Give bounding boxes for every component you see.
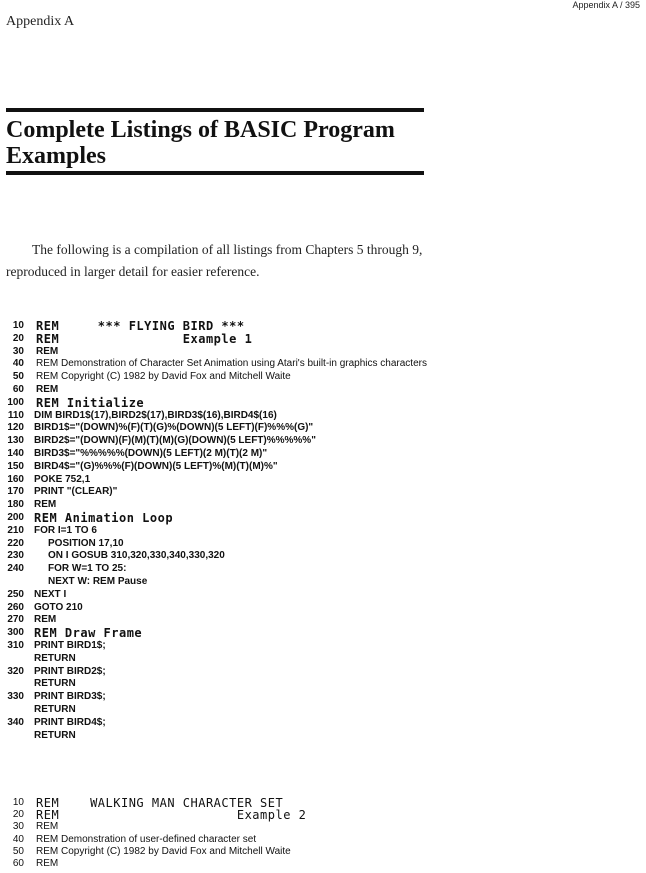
code-line xyxy=(0,410,600,423)
code-text: REM xyxy=(36,857,59,869)
code-text: REM WALKING MAN CHARACTER SET xyxy=(36,796,284,810)
code-line xyxy=(0,809,600,821)
line-number: 200 xyxy=(7,511,24,523)
code-text: POSITION 17,10 xyxy=(48,537,124,549)
line-number: 30 xyxy=(12,345,24,357)
code-text: REM Example 2 xyxy=(36,808,307,823)
line-number: 170 xyxy=(7,486,24,498)
code-text: REM Draw Frame xyxy=(34,626,143,641)
line-number: 140 xyxy=(7,447,24,459)
code-line xyxy=(0,730,600,743)
code-text: REM xyxy=(34,614,57,626)
line-number: 60 xyxy=(12,857,24,869)
code-line xyxy=(0,563,600,576)
line-number: 260 xyxy=(7,601,24,613)
code-line xyxy=(0,821,600,833)
line-number: 50 xyxy=(12,845,24,857)
code-text: REM Initialize xyxy=(36,395,145,410)
line-number: 110 xyxy=(7,409,24,421)
code-line xyxy=(0,422,600,435)
code-text: REM Copyright (C) 1982 by David Fox and Mitchell Waite xyxy=(36,371,291,383)
line-number: 180 xyxy=(7,499,24,511)
code-text: FOR I=1 TO 6 xyxy=(34,524,97,536)
chapter-title: Complete Listings of BASIC Program Examples xyxy=(6,117,395,169)
code-line xyxy=(0,550,600,563)
line-number: 30 xyxy=(12,821,24,833)
code-line xyxy=(0,846,600,858)
line-number: 40 xyxy=(12,833,24,845)
title-rule-top xyxy=(6,108,424,112)
code-line xyxy=(0,358,600,371)
code-line xyxy=(0,435,600,448)
line-number: 10 xyxy=(12,797,24,808)
code-text: REM xyxy=(34,499,57,511)
line-number: 160 xyxy=(7,473,24,485)
code-text: PRINT BIRD3$; xyxy=(34,691,106,703)
line-number: 130 xyxy=(7,435,24,447)
listing-example-2 xyxy=(0,797,600,870)
code-text: POKE 752,1 xyxy=(34,473,91,485)
code-line xyxy=(0,602,600,615)
code-line xyxy=(0,346,600,359)
code-line xyxy=(0,461,600,474)
code-line xyxy=(0,576,600,589)
intro-text: The following is a compilation of all listings from Chapters 5 through 9, reproduced in larger detail for easier reference. xyxy=(6,242,423,279)
code-line xyxy=(0,525,600,538)
code-text: REM Demonstration of user-defined character set xyxy=(36,833,257,845)
appendix-label: Appendix A xyxy=(6,14,75,29)
code-text: BIRD1$="(DOWN)%(F)(T)(G)%(DOWN)(5 LEFT)(F)%%%(G)" xyxy=(34,422,314,434)
code-text: DIM BIRD1$(17),BIRD2$(17),BIRD3$(16),BIRD4$(16) xyxy=(34,409,277,421)
line-number: 270 xyxy=(7,614,24,626)
code-line xyxy=(0,320,600,333)
code-text: RETURN xyxy=(34,678,76,690)
code-text: FOR W=1 TO 25: xyxy=(48,563,127,575)
code-line xyxy=(0,653,600,666)
title-rule-bottom xyxy=(6,171,424,175)
code-line xyxy=(0,384,600,397)
code-line xyxy=(0,333,600,346)
code-text: PRINT "(CLEAR)" xyxy=(34,486,118,498)
code-line xyxy=(0,589,600,602)
line-number: 10 xyxy=(12,320,24,331)
code-line xyxy=(0,834,600,846)
code-text: GOTO 210 xyxy=(34,601,83,613)
code-line xyxy=(0,512,600,525)
code-line xyxy=(0,640,600,653)
code-line xyxy=(0,486,600,499)
line-number: 210 xyxy=(7,524,24,536)
code-text: BIRD3$="%%%%%(DOWN)(5 LEFT)(2 M)(T)(2 M)" xyxy=(34,447,268,459)
code-line xyxy=(0,627,600,640)
code-line xyxy=(0,717,600,730)
line-number: 50 xyxy=(12,371,24,383)
code-line xyxy=(0,691,600,704)
running-head: Appendix A / 395 xyxy=(572,0,640,10)
line-number: 150 xyxy=(7,460,24,472)
code-line xyxy=(0,538,600,551)
code-line xyxy=(0,371,600,384)
line-number: 330 xyxy=(7,691,24,703)
line-number: 320 xyxy=(7,665,24,677)
line-number: 220 xyxy=(7,537,24,549)
code-line xyxy=(0,678,600,691)
code-text: REM xyxy=(36,383,59,395)
code-line xyxy=(0,858,600,870)
line-number: 100 xyxy=(7,396,24,408)
code-text: RETURN xyxy=(34,729,76,741)
code-text: PRINT BIRD2$; xyxy=(34,665,106,677)
code-text: PRINT BIRD1$; xyxy=(34,639,106,651)
code-text: PRINT BIRD4$; xyxy=(34,716,106,728)
listing-example-1 xyxy=(0,320,600,742)
code-text: REM Animation Loop xyxy=(34,510,174,525)
code-text: NEXT W: REM Pause xyxy=(48,575,148,587)
line-number: 20 xyxy=(12,809,24,821)
line-number: 40 xyxy=(12,358,24,370)
code-text: BIRD2$="(DOWN)(F)(M)(T)(M)(G)(DOWN)(5 LEFT)%%%%%" xyxy=(34,435,316,447)
line-number: 230 xyxy=(7,550,24,562)
code-text: NEXT I xyxy=(34,588,67,600)
code-line xyxy=(0,397,600,410)
code-text: REM xyxy=(36,821,59,833)
line-number: 20 xyxy=(12,332,24,344)
code-line xyxy=(0,448,600,461)
code-text: RETURN xyxy=(34,703,76,715)
code-text: REM xyxy=(36,345,59,357)
line-number: 60 xyxy=(12,383,24,395)
line-number: 340 xyxy=(7,716,24,728)
intro-paragraph xyxy=(6,239,426,283)
code-line xyxy=(0,704,600,717)
line-number: 310 xyxy=(7,639,24,651)
code-text: RETURN xyxy=(34,652,76,664)
code-text: REM Example 1 xyxy=(36,331,253,346)
line-number: 300 xyxy=(7,627,24,639)
line-number: 120 xyxy=(7,422,24,434)
code-text: BIRD4$="(G)%%%(F)(DOWN)(5 LEFT)%(M)(T)(M)%" xyxy=(34,460,278,472)
line-number: 240 xyxy=(7,563,24,575)
code-text: REM Demonstration of Character Set Animation using Atari's built-in graphics characters xyxy=(36,358,427,370)
code-text: ON I GOSUB 310,320,330,340,330,320 xyxy=(48,550,225,562)
code-text: REM Copyright (C) 1982 by David Fox and Mitchell Waite xyxy=(36,845,291,857)
line-number: 250 xyxy=(7,588,24,600)
code-line xyxy=(0,666,600,679)
code-text: REM *** FLYING BIRD *** xyxy=(36,319,245,333)
code-line xyxy=(0,474,600,487)
